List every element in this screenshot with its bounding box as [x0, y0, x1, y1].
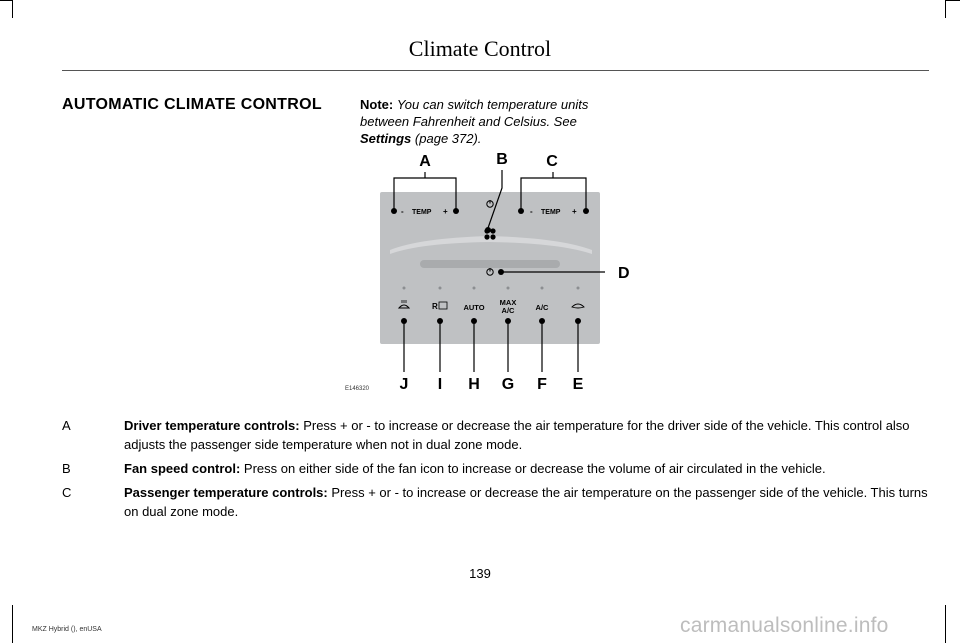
callout-letter: C [62, 485, 72, 500]
settings-link[interactable]: Settings [360, 131, 412, 146]
crop-mark [946, 0, 960, 1]
image-code: E146320 [345, 386, 370, 392]
crop-mark [945, 605, 946, 643]
temp-left-label: TEMP [412, 209, 432, 216]
ac-button-label: A/C [535, 303, 549, 312]
callout-row [62, 483, 942, 521]
callout-title: Fan speed control: [124, 461, 241, 476]
callout-description: Press + or - to increase or decrease the air temperature for the driver side of the vehicle. This control also adjusts the passenger side temperature when not in dual zone mode. [124, 418, 910, 452]
temp-left-plus: + [443, 207, 448, 216]
max-ac-label-line1: MAX [499, 298, 517, 307]
indicator-light [507, 287, 510, 290]
callout-row [62, 416, 942, 454]
temp-right-minus: - [530, 207, 533, 216]
callout-dot [583, 208, 589, 214]
note-label: Note: [360, 97, 394, 112]
note-paragraph [360, 96, 610, 147]
crop-mark [12, 0, 13, 18]
label-a: A [419, 153, 431, 170]
callout-dot [453, 208, 459, 214]
callout-description: Press + or - to increase or decrease the air temperature on the passenger side of the vehicle. This turns on dual zone mode. [124, 485, 928, 519]
note-text: You can switch temperature units between Fahrenheit and Celsius. See [360, 97, 589, 129]
page-number: 139 [469, 566, 491, 581]
callout-list [62, 416, 942, 526]
indicator-light [403, 287, 406, 290]
callout-dot [505, 318, 511, 324]
callout-title: Driver temperature controls: [124, 418, 300, 433]
indicator-light [577, 287, 580, 290]
indicator-light [473, 287, 476, 290]
callout-letter: A [62, 418, 71, 433]
callout-title: Passenger temperature controls: [124, 485, 328, 500]
callout-row [62, 459, 942, 478]
indicator-light [541, 287, 544, 290]
crop-mark [945, 0, 946, 18]
footer-text: MKZ Hybrid (), enUSA [32, 626, 102, 633]
max-ac-label-line2: A/C [501, 306, 515, 315]
label-e: E [572, 376, 584, 393]
label-g: G [501, 376, 515, 393]
temp-left-minus: - [401, 207, 404, 216]
page-header-title: Climate Control [408, 36, 552, 61]
note-page-ref: (page 372). [414, 131, 482, 146]
header-divider [62, 70, 929, 71]
panel-slot [420, 260, 560, 268]
label-b: B [496, 151, 508, 168]
callout-dot [575, 318, 581, 324]
callout-dot [471, 318, 477, 324]
label-c: C [546, 153, 558, 170]
temp-right-plus: + [572, 207, 577, 216]
crop-mark [0, 0, 12, 1]
callout-dot [437, 318, 443, 324]
callout-dot [391, 208, 397, 214]
label-j: J [399, 376, 409, 393]
callout-letter: B [62, 461, 71, 476]
temp-right-label: TEMP [541, 209, 561, 216]
auto-button-label: AUTO [463, 303, 485, 312]
label-f: F [537, 376, 547, 393]
watermark: carmanualsonline.info [680, 614, 889, 637]
callout-description: Press on either side of the fan icon to increase or decrease the volume of air circulated in the vehicle. [243, 461, 826, 476]
label-i: I [437, 376, 443, 393]
label-h: H [468, 376, 480, 393]
callout-dot [518, 208, 524, 214]
callout-dot [539, 318, 545, 324]
indicator-light [439, 287, 442, 290]
crop-mark [12, 605, 13, 643]
callout-dot [401, 318, 407, 324]
label-d: D [618, 265, 630, 282]
climate-control-diagram [345, 148, 650, 398]
svg-text:R: R [432, 302, 438, 311]
section-heading: AUTOMATIC CLIMATE CONTROL [62, 96, 322, 113]
